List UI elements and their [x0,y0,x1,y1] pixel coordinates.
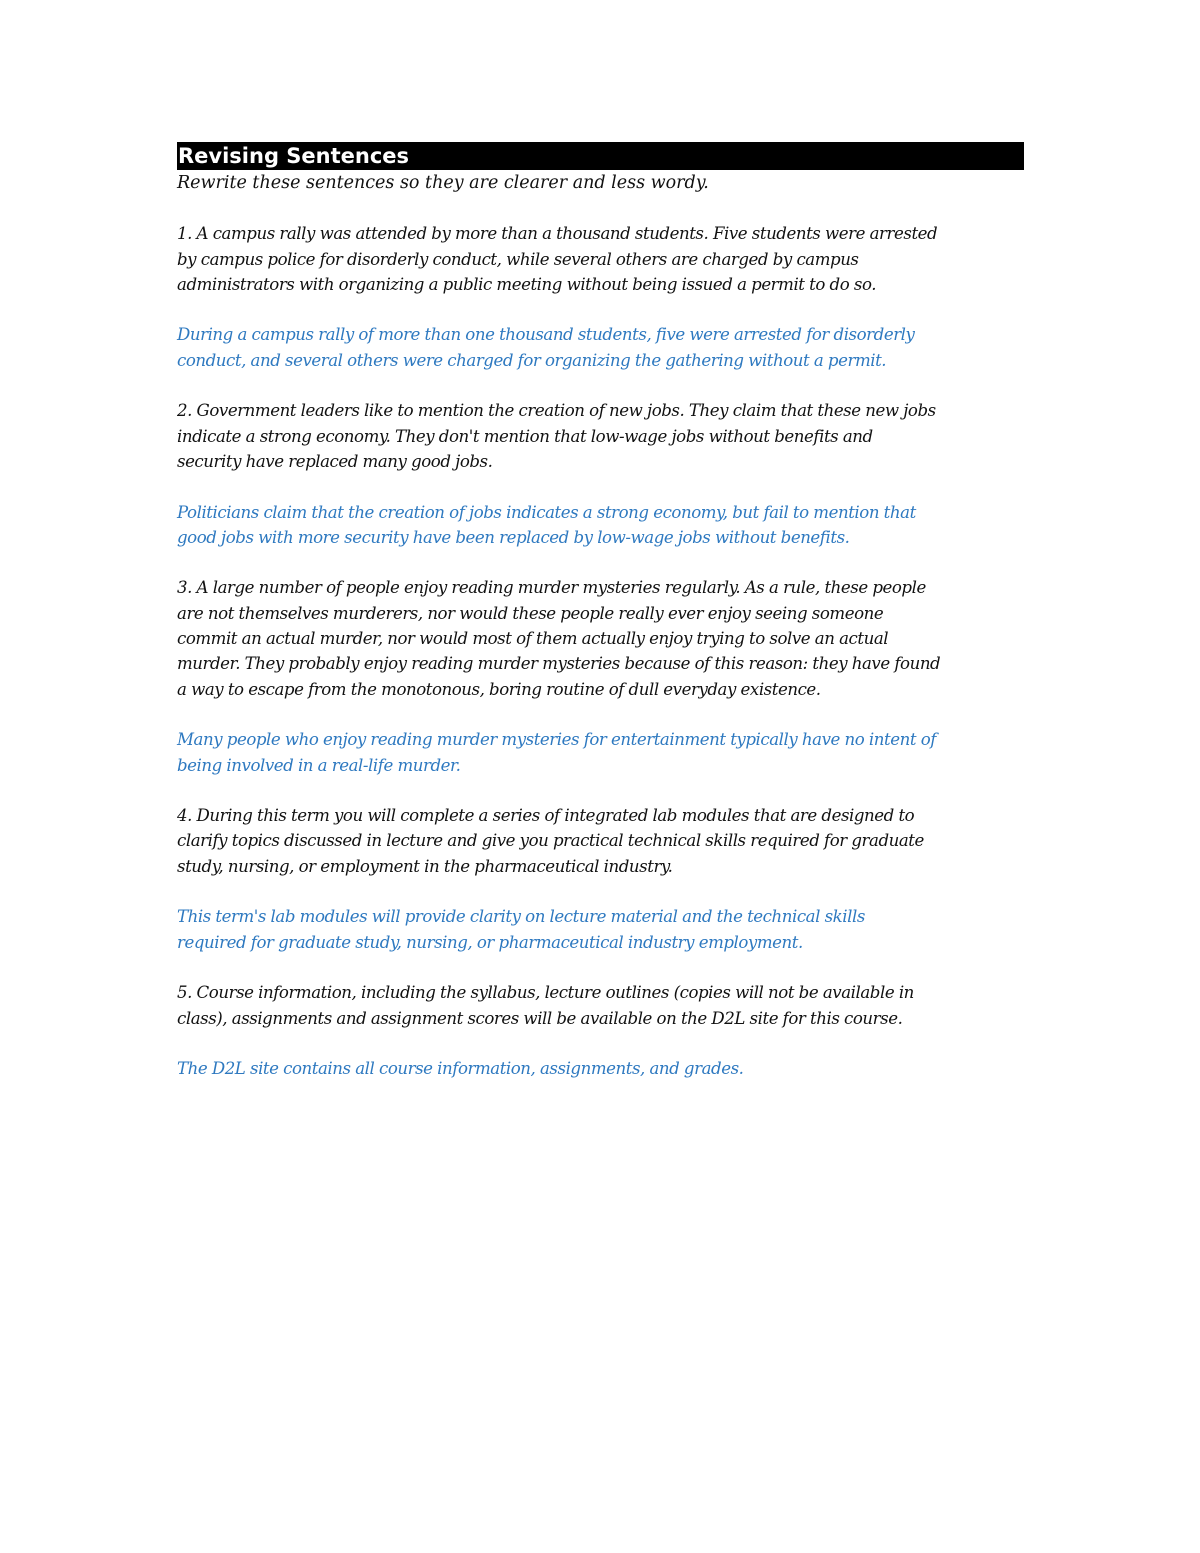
prompt-line: 3. A large number of people enjoy reading murder mysteries regularly. As a rule, these people [177,578,926,598]
answer-line: During a campus rally of more than one thousand students, five were arrested for disorderly [177,325,915,345]
document-content [177,142,1024,1081]
spacer [177,196,1024,221]
exercise-5-answer [177,1056,1024,1081]
prompt-line: clarify topics discussed in lecture and give you practical technical skills required for graduate [177,831,924,851]
answer-line: Politicians claim that the creation of jobs indicates a strong economy, but fail to mention that [177,502,916,522]
prompt-line: indicate a strong economy. They don't mention that low-wage jobs without benefits and [177,426,873,446]
spacer [177,778,1024,803]
prompt-line: murder. They probably enjoy reading murder mysteries because of this reason: they have found [177,654,941,674]
prompt-line: by campus police for disorderly conduct, while several others are charged by campus [177,249,859,269]
prompt-line: administrators with organizing a public meeting without being issued a permit to do so. [177,274,877,294]
instruction-text: Rewrite these sentences so they are clearer and less wordy. [177,173,709,193]
prompt-line: 4. During this term you will complete a series of integrated lab modules that are designed to [177,806,915,826]
exercise-2-answer [177,500,1024,551]
prompt-line: a way to escape from the monotonous, boring routine of dull everyday existence. [177,679,821,699]
spacer [177,550,1024,575]
exercise-4-prompt [177,803,1024,879]
exercise-1-answer [177,322,1024,373]
answer-line: required for graduate study, nursing, or pharmaceutical industry employment. [177,932,803,952]
section-heading: Revising Sentences [177,142,1024,170]
answer-line: The D2L site contains all course information, assignments, and grades. [177,1059,744,1079]
spacer [177,1031,1024,1056]
exercise-1-prompt [177,221,1024,297]
spacer [177,702,1024,727]
answer-line: Many people who enjoy reading murder mysteries for entertainment typically have no intent of [177,730,936,750]
prompt-line: 1. A campus rally was attended by more than a thousand students. Five students were arrested [177,224,938,244]
spacer [177,373,1024,398]
answer-line: This term's lab modules will provide clarity on lecture material and the technical skills [177,907,865,927]
prompt-line: are not themselves murderers, nor would these people really ever enjoy seeing someone [177,603,884,623]
prompt-line: security have replaced many good jobs. [177,451,493,471]
spacer [177,474,1024,499]
spacer [177,879,1024,904]
spacer [177,297,1024,322]
answer-line: good jobs with more security have been replaced by low-wage jobs without benefits. [177,527,850,547]
prompt-line: 5. Course information, including the syllabus, lecture outlines (copies will not be available in [177,983,914,1003]
prompt-line: commit an actual murder, nor would most of them actually enjoy trying to solve an actual [177,629,889,649]
exercise-4-answer [177,904,1024,955]
exercise-3-answer [177,727,1024,778]
exercise-5-prompt [177,980,1024,1031]
answer-line: conduct, and several others were charged for organizing the gathering without a permit. [177,350,887,370]
prompt-line: 2. Government leaders like to mention the creation of new jobs. They claim that these new jobs [177,401,936,421]
prompt-line: class), assignments and assignment scores will be available on the D2L site for this course. [177,1008,903,1028]
answer-line: being involved in a real-life murder. [177,755,461,775]
exercise-2-prompt [177,398,1024,474]
exercise-3-prompt [177,575,1024,701]
prompt-line: study, nursing, or employment in the pharmaceutical industry. [177,856,673,876]
spacer [177,955,1024,980]
